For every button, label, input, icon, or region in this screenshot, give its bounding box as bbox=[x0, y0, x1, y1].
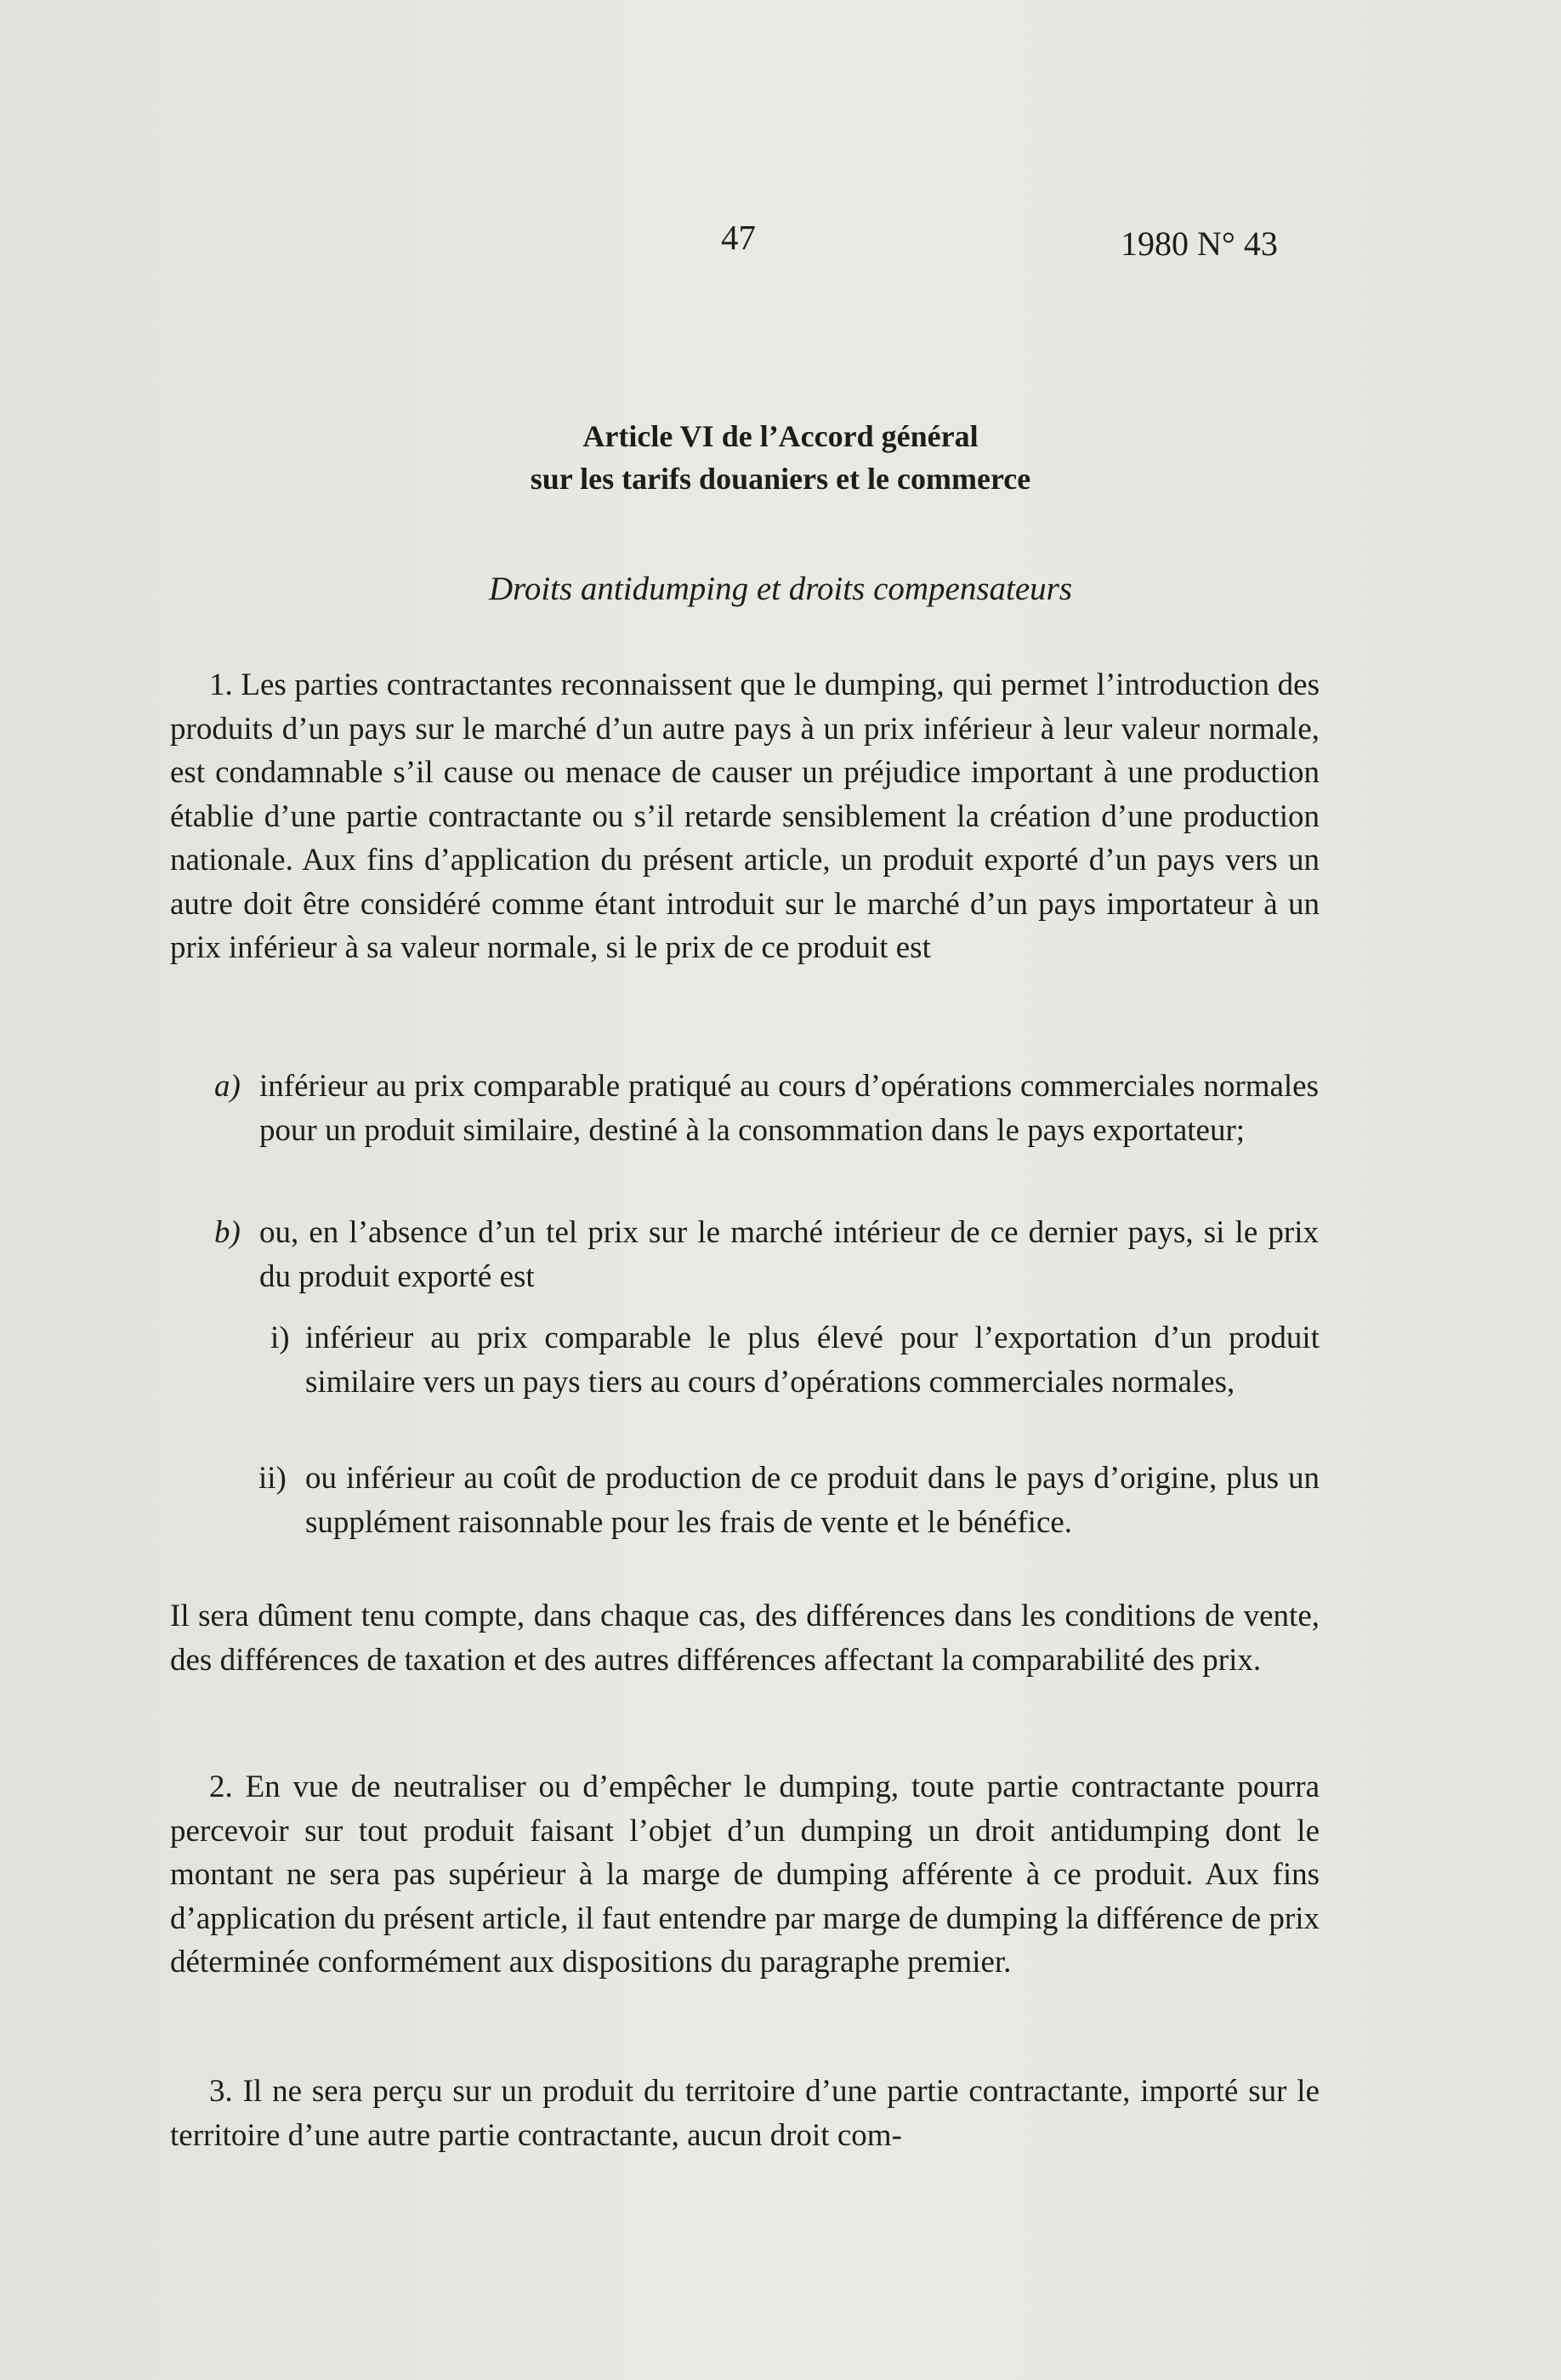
item-ii-label: ii) bbox=[258, 1461, 287, 1496]
paragraph-3 bbox=[170, 2070, 1320, 2157]
item-b-text: ou, en l’absence d’un tel prix sur le marché intérieur de ce dernier pays, si le prix du produit exporté est bbox=[259, 1215, 1319, 1294]
page-number: 47 bbox=[721, 218, 756, 257]
paragraph-3-text: 3. Il ne sera perçu sur un produit du territoire d’une partie contractante, importé sur le territoire d’une autre partie contractante, aucun droit com- bbox=[170, 2074, 1320, 2153]
item-ii-text: ou inférieur au coût de production de ce produit dans le pays d’origine, plus un supplément raisonnable pour les frais de vente et le bénéfice. bbox=[305, 1461, 1320, 1540]
paragraph-2-text: 2. En vue de neutraliser ou d’empêcher le dumping, toute partie contractante pourra percevoir sur tout produit faisant l’objet d’un dumping un droit antidumping dont le montant ne sera pas supérieur à la marge de dumping afférente à ce produit. Aux fins d’application du présent article, il faut entendre par marge de dumping la différence de prix déterminée conformément aux dispositions du paragraphe premier. bbox=[170, 1769, 1320, 1980]
item-a-text: inférieur au prix comparable pratiqué au cours d’opérations commerciales normales pour un produit similaire, destiné à la consommation dans le pays exportateur; bbox=[259, 1069, 1319, 1148]
item-b-label: b) bbox=[214, 1215, 241, 1250]
article-title bbox=[0, 415, 1561, 500]
paragraph-2 bbox=[170, 1765, 1320, 1985]
item-i-label: i) bbox=[270, 1321, 290, 1355]
closing-paragraph: Il sera dûment tenu compte, dans chaque cas, des différences dans les conditions de vente, des différences de taxation et des autres différences affectant la comparabilité des prix. bbox=[170, 1599, 1320, 1678]
paragraph-1 bbox=[170, 663, 1320, 970]
item-i-text: inférieur au prix comparable le plus élevé pour l’exportation d’un produit similaire vers un pays tiers au cours d’opérations commerciales normales, bbox=[305, 1321, 1320, 1400]
title-line-1: Article VI de l’Accord général bbox=[582, 419, 979, 453]
item-a-label: a) bbox=[214, 1069, 241, 1104]
document-reference: 1980 N° 43 bbox=[1121, 224, 1278, 263]
title-line-2: sur les tarifs douaniers et le commerce bbox=[530, 462, 1031, 496]
section-subtitle: Droits antidumping et droits compensateurs bbox=[488, 571, 1073, 607]
paragraph-1-text: 1. Les parties contractantes reconnaissent que le dumping, qui permet l’introduction des produits d’un pays sur le marché d’un autre pays à un prix inférieur à leur valeur normale, est condamnable s’il cause ou menace de causer un préjudice important à une production établie d’une partie contractante ou s’il retarde sensiblement la création d’une production nationale. Aux fins d’application du présent article, un produit exporté d’un pays vers un autre doit être considéré comme étant introduit sur le marché d’un pays importateur à un prix inférieur à sa valeur normale, si le prix de ce produit est bbox=[170, 667, 1320, 965]
